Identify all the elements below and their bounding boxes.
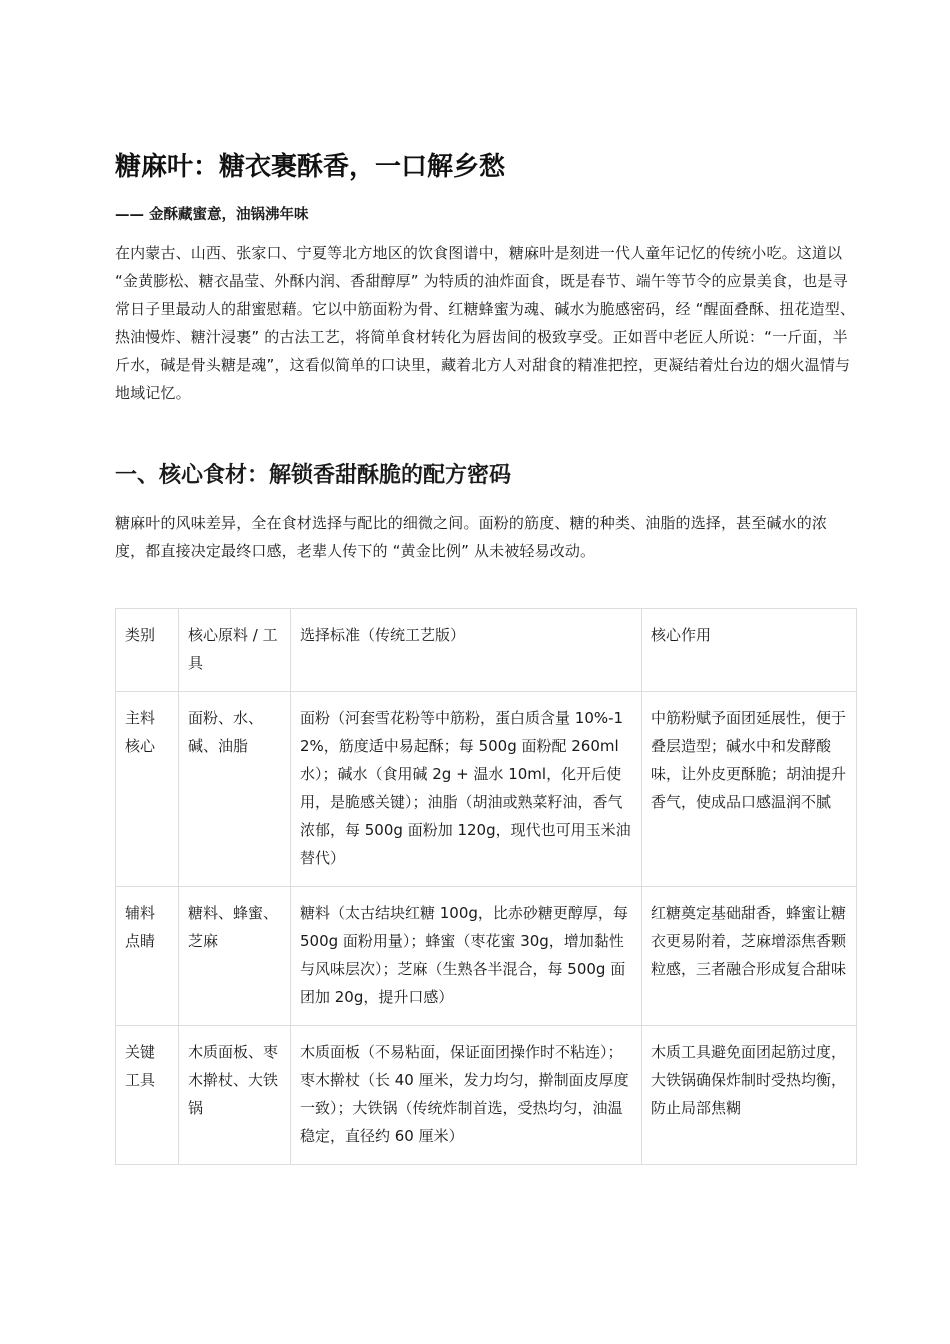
cell-category: 主料核心 bbox=[116, 692, 179, 887]
column-header-items: 核心原料 / 工具 bbox=[179, 609, 291, 692]
cell-role: 红糖奠定基础甜香，蜂蜜让糖衣更易附着，芝麻增添焦香颗粒感，三者融合形成复合甜味 bbox=[642, 887, 857, 1026]
cell-items: 木质面板、枣木擀杖、大铁锅 bbox=[179, 1026, 291, 1165]
column-header-standard: 选择标准（传统工艺版） bbox=[291, 609, 642, 692]
article-title: 糖麻叶：糖衣裹酥香，一口解乡愁 bbox=[115, 152, 506, 182]
intro-paragraph: 在内蒙古、山西、张家口、宁夏等北方地区的饮食图谱中，糖麻叶是刻进一代人童年记忆的传统小吃。这道以 “金黄膨松、糖衣晶莹、外酥内润、香甜醇厚” 为特质的油炸面食，既是春节、端午等节令的应景美食，也是寻常日子里最动人的甜蜜慰藉。它以中筋面粉为骨、红糖蜂蜜为魂、碱水为脆感密码，经 “醒面叠酥、扭花造型、热油慢炸、糖汁浸裹” 的古法工艺，将简单食材转化为唇齿间的极致享受。正如晋中老匠人所说：“一斤面，半斤水，碱是骨头糖是魂”，这看似简单的口诀里，藏着北方人对甜食的精准把控，更凝结着灶台边的烟火温情与地域记忆。 bbox=[115, 244, 856, 402]
cell-category: 辅料点睛 bbox=[116, 887, 179, 1026]
table-row bbox=[116, 887, 857, 1026]
cell-items: 糖料、蜂蜜、芝麻 bbox=[179, 887, 291, 1026]
section-description: 糖麻叶的风味差异，全在食材选择与配比的细微之间。面粉的筋度、糖的种类、油脂的选择，甚至碱水的浓度，都直接决定最终口感，老辈人传下的 “黄金比例” 从未被轻易改动。 bbox=[115, 514, 828, 560]
cell-items: 面粉、水、碱、油脂 bbox=[179, 692, 291, 887]
cell-role: 木质工具避免面团起筋过度，大铁锅确保炸制时受热均衡，防止局部焦糊 bbox=[642, 1026, 857, 1165]
cell-role: 中筋粉赋予面团延展性，便于叠层造型；碱水中和发酵酸味，让外皮更酥脆；胡油提升香气，使成品口感温润不腻 bbox=[642, 692, 857, 887]
cell-standard: 面粉（河套雪花粉等中筋粉，蛋白质含量 10%-12%，筋度适中易起酥；每 500g 面粉配 260ml 水）；碱水（食用碱 2g + 温水 10ml，化开后使用，是脆感关键）；油脂（胡油或熟菜籽油，香气浓郁，每 500g 面粉加 120g，现代也可用玉米油替代） bbox=[291, 692, 642, 887]
cell-standard: 糖料（太古结块红糖 100g，比赤砂糖更醇厚，每 500g 面粉用量）；蜂蜜（枣花蜜 30g，增加黏性与风味层次）；芝麻（生熟各半混合，每 500g 面团加 20g，提升口感） bbox=[291, 887, 642, 1026]
cell-category: 关键工具 bbox=[116, 1026, 179, 1165]
column-header-category: 类别 bbox=[116, 609, 179, 692]
cell-standard: 木质面板（不易粘面，保证面团操作时不粘连）；枣木擀杖（长 40 厘米，发力均匀，擀制面皮厚度一致）；大铁锅（传统炸制首选，受热均匀，油温稳定，直径约 60 厘米） bbox=[291, 1026, 642, 1165]
article-subtitle: —— 金酥藏蜜意，油锅沸年味 bbox=[115, 207, 309, 223]
ingredients-table bbox=[115, 608, 857, 1165]
table-row bbox=[116, 1026, 857, 1165]
column-header-role: 核心作用 bbox=[642, 609, 857, 692]
table-row bbox=[116, 692, 857, 887]
table-header-row bbox=[116, 609, 857, 692]
section-heading: 一、核心食材：解锁香甜酥脆的配方密码 bbox=[115, 463, 512, 488]
